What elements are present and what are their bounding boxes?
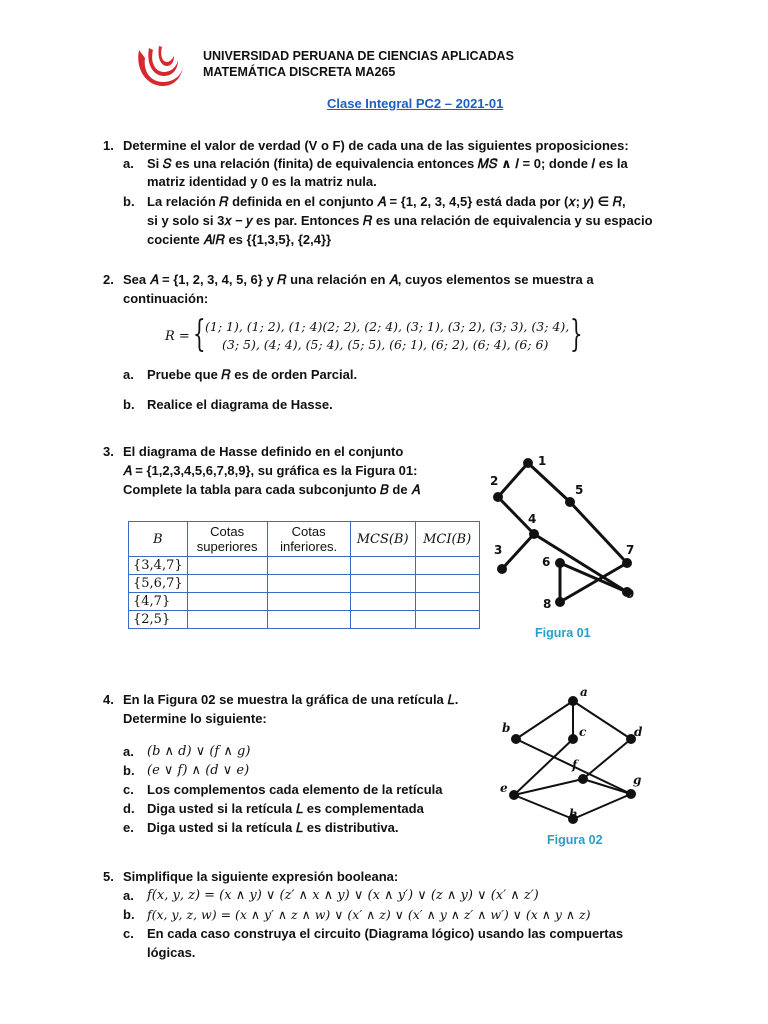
answer-cell[interactable] [187,593,267,611]
q1-a-line2: matriz identidad y 0 es la matriz nula. [147,174,377,189]
figure-02-caption: Figura 02 [547,833,603,847]
answer-cell[interactable] [415,611,479,629]
q1-b-label: b. [123,194,135,209]
q5-stem: Simplifique la siguiente expresión booleana: [123,869,399,884]
label-c: c [579,725,587,739]
q4-number: 4. [103,692,114,707]
answer-cell[interactable] [267,593,350,611]
q5-b-text: 𝑓(𝑥, 𝑦, 𝑧, 𝑤) = (𝑥 ∧ 𝑦′ ∧ 𝑧 ∧ 𝑤) ∨ (𝑥′ ∧ 𝑧) ∨ (𝑥′ ∧ 𝑦 ∧ 𝑧′ ∧ 𝑤′) ∨ (𝑥 ∧ 𝑦 ∧ 𝑧) [147,907,591,922]
answer-cell[interactable] [350,575,415,593]
q2-number: 2. [103,272,114,287]
q4-a-text: (𝑏 ∧ 𝑑) ∨ (𝑓 ∧ 𝑔) [147,744,251,759]
node-a [568,696,578,706]
node-e [509,790,519,800]
label-4: 4 [528,512,537,526]
q1-b-line1: La relación 𝑅 definida en el conjunto 𝐴 = {1, 2, 3, 4,5} está dada por (𝑥; 𝑦) ∈ 𝑅, [147,194,626,209]
cotas-table [128,521,480,629]
relation-brace-left: { [193,314,206,355]
answer-cell[interactable] [267,575,350,593]
answer-cell[interactable] [267,611,350,629]
q1-b-line3: cociente 𝐴/𝑅 es {{1,3,5}, {2,4}} [147,232,332,247]
label-8: 8 [543,597,552,611]
col-header-cotas-superiores: Cotas superiores [187,522,267,557]
university-name: UNIVERSIDAD PERUANA DE CIENCIAS APLICADAS [203,49,514,63]
node-7 [622,558,632,568]
page-title: Clase Integral PC2 – 2021-01 [327,96,504,111]
q2-line1: Sea 𝐴 = {1, 2, 3, 4, 5, 6} y 𝑅 una relación en 𝐴, cuyos elementos se muestra a [123,272,594,287]
table-row [129,593,480,611]
label-7: 7 [626,543,635,557]
label-g: g [633,773,642,787]
answer-cell[interactable] [350,611,415,629]
node-1 [523,458,533,468]
node-3 [497,564,507,574]
q4-e-label: e. [123,820,134,835]
node-b [511,734,521,744]
answer-cell[interactable] [415,593,479,611]
subset-cell: {4,7} [129,593,188,611]
q5-c-label: c. [123,926,134,941]
q5-b-label: b. [123,907,135,922]
answer-cell[interactable] [350,593,415,611]
subset-cell: {3,4,7} [129,557,188,575]
q4-b-label: b. [123,763,135,778]
answer-cell[interactable] [350,557,415,575]
q4-a-label: a. [123,744,134,759]
node-c [568,734,578,744]
node-2 [493,492,503,502]
q5-number: 5. [103,869,114,884]
table-row [129,575,480,593]
node-4 [529,529,539,539]
q4-d-text: Diga usted si la retícula 𝐿 es complementada [147,801,424,816]
label-1: 1 [538,454,547,468]
answer-cell[interactable] [415,557,479,575]
label-9: 9 [626,587,635,601]
relation-brace-right: } [570,314,583,355]
q1-b-line2: si y solo si 3𝑥 − 𝑦 es par. Entonces 𝑅 es una relación de equivalencia y su espacio [147,213,653,228]
subset-cell: {5,6,7} [129,575,188,593]
q5-a-text: 𝑓(𝑥, 𝑦, 𝑧) = (𝑥 ∧ 𝑦) ∨ (𝑧′ ∧ 𝑥 ∧ 𝑦) ∨ (𝑥 ∧ 𝑦′) ∨ (𝑧 ∧ 𝑦) ∨ (𝑥′ ∧ 𝑧′) [147,888,539,903]
answer-cell[interactable] [267,557,350,575]
q3-line1: El diagrama de Hasse definido en el conjunto [123,444,404,459]
q2-a-label: a. [123,367,134,382]
q4-line1: En la Figura 02 se muestra la gráfica de una retícula 𝐿. [123,692,459,707]
hasse-diagram-figure-01 [484,450,654,620]
q2-b-text: Realice el diagrama de Hasse. [147,397,333,412]
q1-number: 1. [103,138,114,153]
lattice-figure-02 [494,680,654,830]
q4-d-label: d. [123,801,135,816]
course-name: MATEMÁTICA DISCRETA MA265 [203,65,396,79]
node-5 [565,497,575,507]
label-d: d [634,725,643,739]
upc-logo [133,42,185,88]
relation-row-2: (3; 5), (4; 4), (5; 4), (5; 5), (6; 1), (6; 2), (6; 4), (6; 6) [222,337,549,352]
node-g [626,789,636,799]
relation-label: 𝑅 = [165,329,190,344]
answer-cell[interactable] [187,611,267,629]
q4-line2: Determine lo siguiente: [123,711,267,726]
label-e: e [500,781,508,795]
q4-c-text: Los complementos cada elemento de la retícula [147,782,443,797]
label-h: h [569,807,578,821]
q2-b-label: b. [123,397,135,412]
q1-a-line1: Si 𝑆 es una relación (finita) de equivalencia entonces 𝑀𝑆̄ ∧ 𝐼 = 0; donde 𝐼 es la [147,156,628,171]
node-8 [555,597,565,607]
table-row [129,557,480,575]
q3-line3: Complete la tabla para cada subconjunto 𝐵 de 𝐴 [123,482,420,497]
q4-e-text: Diga usted si la retícula 𝐿 es distributiva. [147,820,399,835]
q3-line2: 𝐴 = {1,2,3,4,5,6,7,8,9}, su gráfica es la Figura 01: [123,463,418,478]
q1-stem: Determine el valor de verdad (V o F) de cada una de las siguientes proposiciones: [123,138,629,153]
q5-a-label: a. [123,888,134,903]
answer-cell[interactable] [187,557,267,575]
q3-number: 3. [103,444,114,459]
label-a: a [580,685,588,699]
label-2: 2 [490,474,499,488]
node-f [578,774,588,784]
label-5: 5 [575,483,584,497]
relation-row-1: (1; 1), (1; 2), (1; 4)(2; 2), (2; 4), (3; 1), (3; 2), (3; 3), (3; 4), [205,319,570,334]
node-6 [555,558,565,568]
col-header-mci: 𝑀𝐶𝐼(𝐵) [415,522,479,557]
label-6: 6 [542,555,551,569]
label-f: f [572,758,578,772]
q5-c-line1: En cada caso construya el circuito (Diagrama lógico) usando las compuertas [147,926,624,941]
col-header-mcs: 𝑀𝐶𝑆(𝐵) [350,522,415,557]
q4-b-text: (𝑒 ∨ 𝑓) ∧ (𝑑 ∨ 𝑒) [147,763,250,778]
q5-c-line2: lógicas. [147,945,196,960]
label-3: 3 [494,543,503,557]
q2-line2: continuación: [123,291,209,306]
subset-cell: {2,5} [129,611,188,629]
answer-cell[interactable] [187,575,267,593]
q4-c-label: c. [123,782,134,797]
table-row [129,611,480,629]
col-header-cotas-inferiores: Cotas inferiores. [267,522,350,557]
answer-cell[interactable] [415,575,479,593]
figure-01-caption: Figura 01 [535,626,591,640]
col-header-b: 𝐵 [129,522,188,557]
label-b: b [502,721,511,735]
q1-a-label: a. [123,156,134,171]
q2-a-text: Pruebe que 𝑅 es de orden Parcial. [147,367,358,382]
